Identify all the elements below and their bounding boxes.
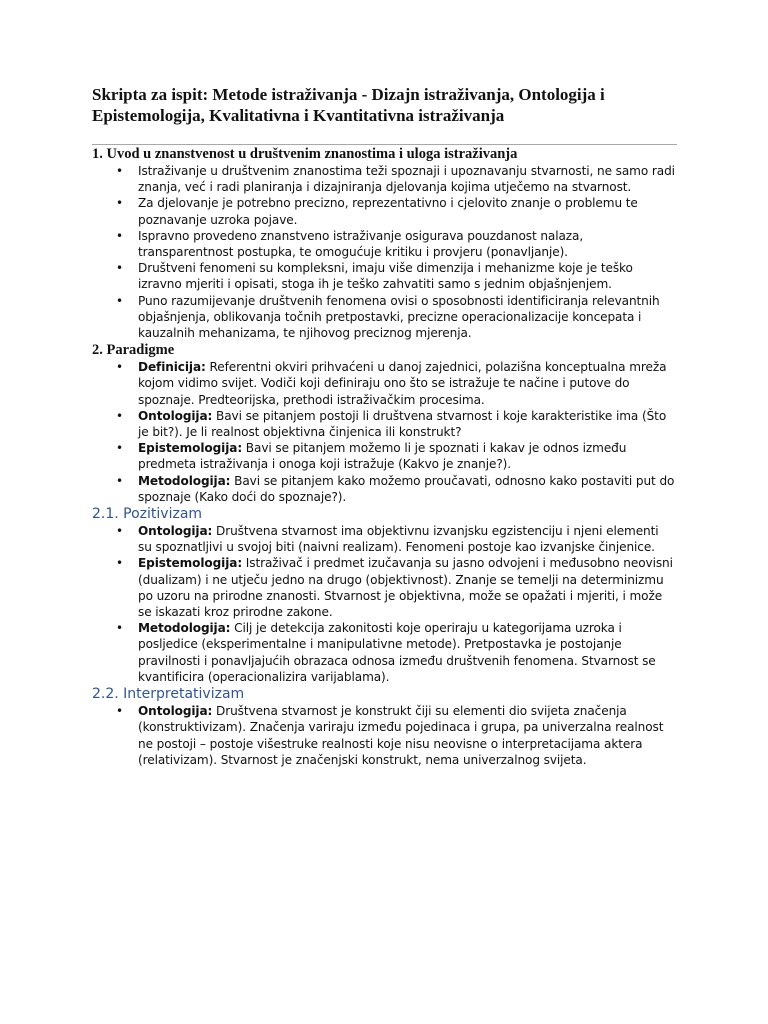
document-title [92, 84, 676, 126]
bullet-icon: • [116, 524, 123, 539]
bullet-icon: • [116, 556, 123, 571]
list-item: • Metodologija: Bavi se pitanjem kako možemo proučavati, odnosno kako postaviti put do spoznaje (Kako doći do spoznaje?). [116, 473, 675, 504]
list-item: • Ontologija: Društvena stvarnost ima objektivnu izvanjsku egzistenciju i njeni elementi su spoznatljivi u svojoj biti (naivni realizam). Fenomeni postoje kao izvanjske činjenice. [116, 524, 659, 555]
section-2-1-heading: 2.1. Pozitivizam [92, 506, 203, 523]
term-label: Ontologija: [138, 524, 213, 539]
section-2-list [92, 359, 676, 505]
term-label: Epistemologija: [138, 441, 243, 456]
list-item: • Epistemologija: Bavi se pitanjem možemo li je spoznati i kakav je odnos između predmeta istraživanja i onoga koji istražuje (Kakvo je znanje?). [116, 441, 627, 472]
bullet-icon: • [116, 261, 123, 276]
bullet-icon: • [116, 621, 123, 636]
section-2-2-heading: 2.2. Interpretativizam [92, 686, 245, 703]
list-item: • Društveni fenomeni su kompleksni, imaju više dimenzija i mehanizme koje je teško izravno mjeriti i opisati, stoga ih je teško zahvatiti samo s jednim objašnjenjem. [116, 261, 633, 292]
title-line-1: Skripta za ispit: Metode istraživanja - Dizajn istraživanja, Ontologija i [92, 85, 605, 104]
bullet-icon: • [116, 228, 123, 243]
term-label: Epistemologija: [138, 556, 243, 571]
section-1-heading: 1. Uvod u znanstvenost u društvenim znanostima i uloga istraživanja [92, 146, 518, 162]
title-line-2: Epistemologija, Kvalitativna i Kvantitativna istraživanja [92, 106, 505, 125]
section-2-1-list [92, 523, 676, 685]
list-item: • Istraživanje u društvenim znanostima teži spoznaji i upoznavanju stvarnosti, ne samo radi znanja, već i radi planiranja i dizajniranja djelovanja kojima utječemo na stvarnost. [116, 164, 675, 195]
term-label: Metodologija: [138, 473, 231, 488]
list-item: • Metodologija: Cilj je detekcija zakonitosti koje operiraju u kategorijama uzroka i posljedice (eksperimentalne i manipulativne metode). Pretpostavka je postojanje pravilnosti i ponavljajućih obrazaca odnosa između društvenih fenomena. Stvarnost se kvantificira (operacionalizira varijablama). [116, 621, 656, 684]
term-label: Ontologija: [138, 704, 213, 719]
list-item: • Epistemologija: Istraživač i predmet izučavanja su jasno odvojeni i međusobno neovisni (dualizam) i ne utječu jedno na drugo (objektivnost). Znanje se temelji na determinizmu po uzoru na prirodne znanosti. Stvarnost je objektivna, može se opažati i mjeriti, i može se iskazati kroz prirodne zakone. [116, 556, 673, 620]
list-item: • Ontologija: Društvena stvarnost je konstrukt čiji su elementi dio svijeta značenja (konstruktivizam). Značenja variraju između pojedinaca i grupa, pa univerzalna realnost ne postoji – postoje višestruke realnosti koje nisu neovisne o interpretacijama aktera (relativizam). Stvarnost je značenjski konstrukt, nema univerzalnog svijeta. [116, 704, 664, 767]
section-2-2-list [92, 703, 676, 768]
list-item: • Ispravno provedeno znanstveno istraživanje osigurava pouzdanost nalaza, transparentnost postupka, te omogućuje kritiku i provjeru (ponavljanje). [116, 228, 584, 260]
section-2-heading: 2. Paradigme [92, 342, 175, 359]
section-1-list [92, 163, 676, 341]
bullet-icon: • [116, 473, 123, 488]
bullet-icon: • [116, 408, 123, 423]
bullet-icon: • [116, 360, 123, 375]
bullet-icon: • [116, 704, 123, 719]
bullet-icon: • [116, 196, 123, 211]
list-item: • Definicija: Referentni okviri prihvaćeni u danoj zajednici, polazišna konceptualna mreža kojom vidimo svijet. Vodiči koji definiraju ono što se istražuje te načine i putove do spoznaje. Predteorijska, prethodi istraživačkim procesima. [116, 360, 667, 407]
bullet-icon: • [116, 164, 123, 178]
list-item: • Ontologija: Bavi se pitanjem postoji li društvena stvarnost i koje karakteristike ima (Što je bit?). Je li realnost objektivna činjenica ili konstrukt? [116, 408, 667, 440]
list-item: • Za djelovanje je potrebno precizno, reprezentativno i cjelovito znanje o problemu te poznavanje uzroka pojave. [116, 196, 638, 227]
term-label: Definicija: [138, 360, 206, 375]
bullet-icon: • [116, 293, 123, 308]
list-item: • Puno razumijevanje društvenih fenomena ovisi o sposobnosti identificiranja relevantnih objašnjenja, oblikovanja točnih pretpostavki, precizne operacionalizacije koncepata i kauzalnih mehanizama, te njihovog preciznog mjerenja. [116, 293, 660, 341]
bullet-icon: • [116, 441, 123, 456]
term-label: Metodologija: [138, 621, 231, 636]
term-label: Ontologija: [138, 408, 213, 423]
